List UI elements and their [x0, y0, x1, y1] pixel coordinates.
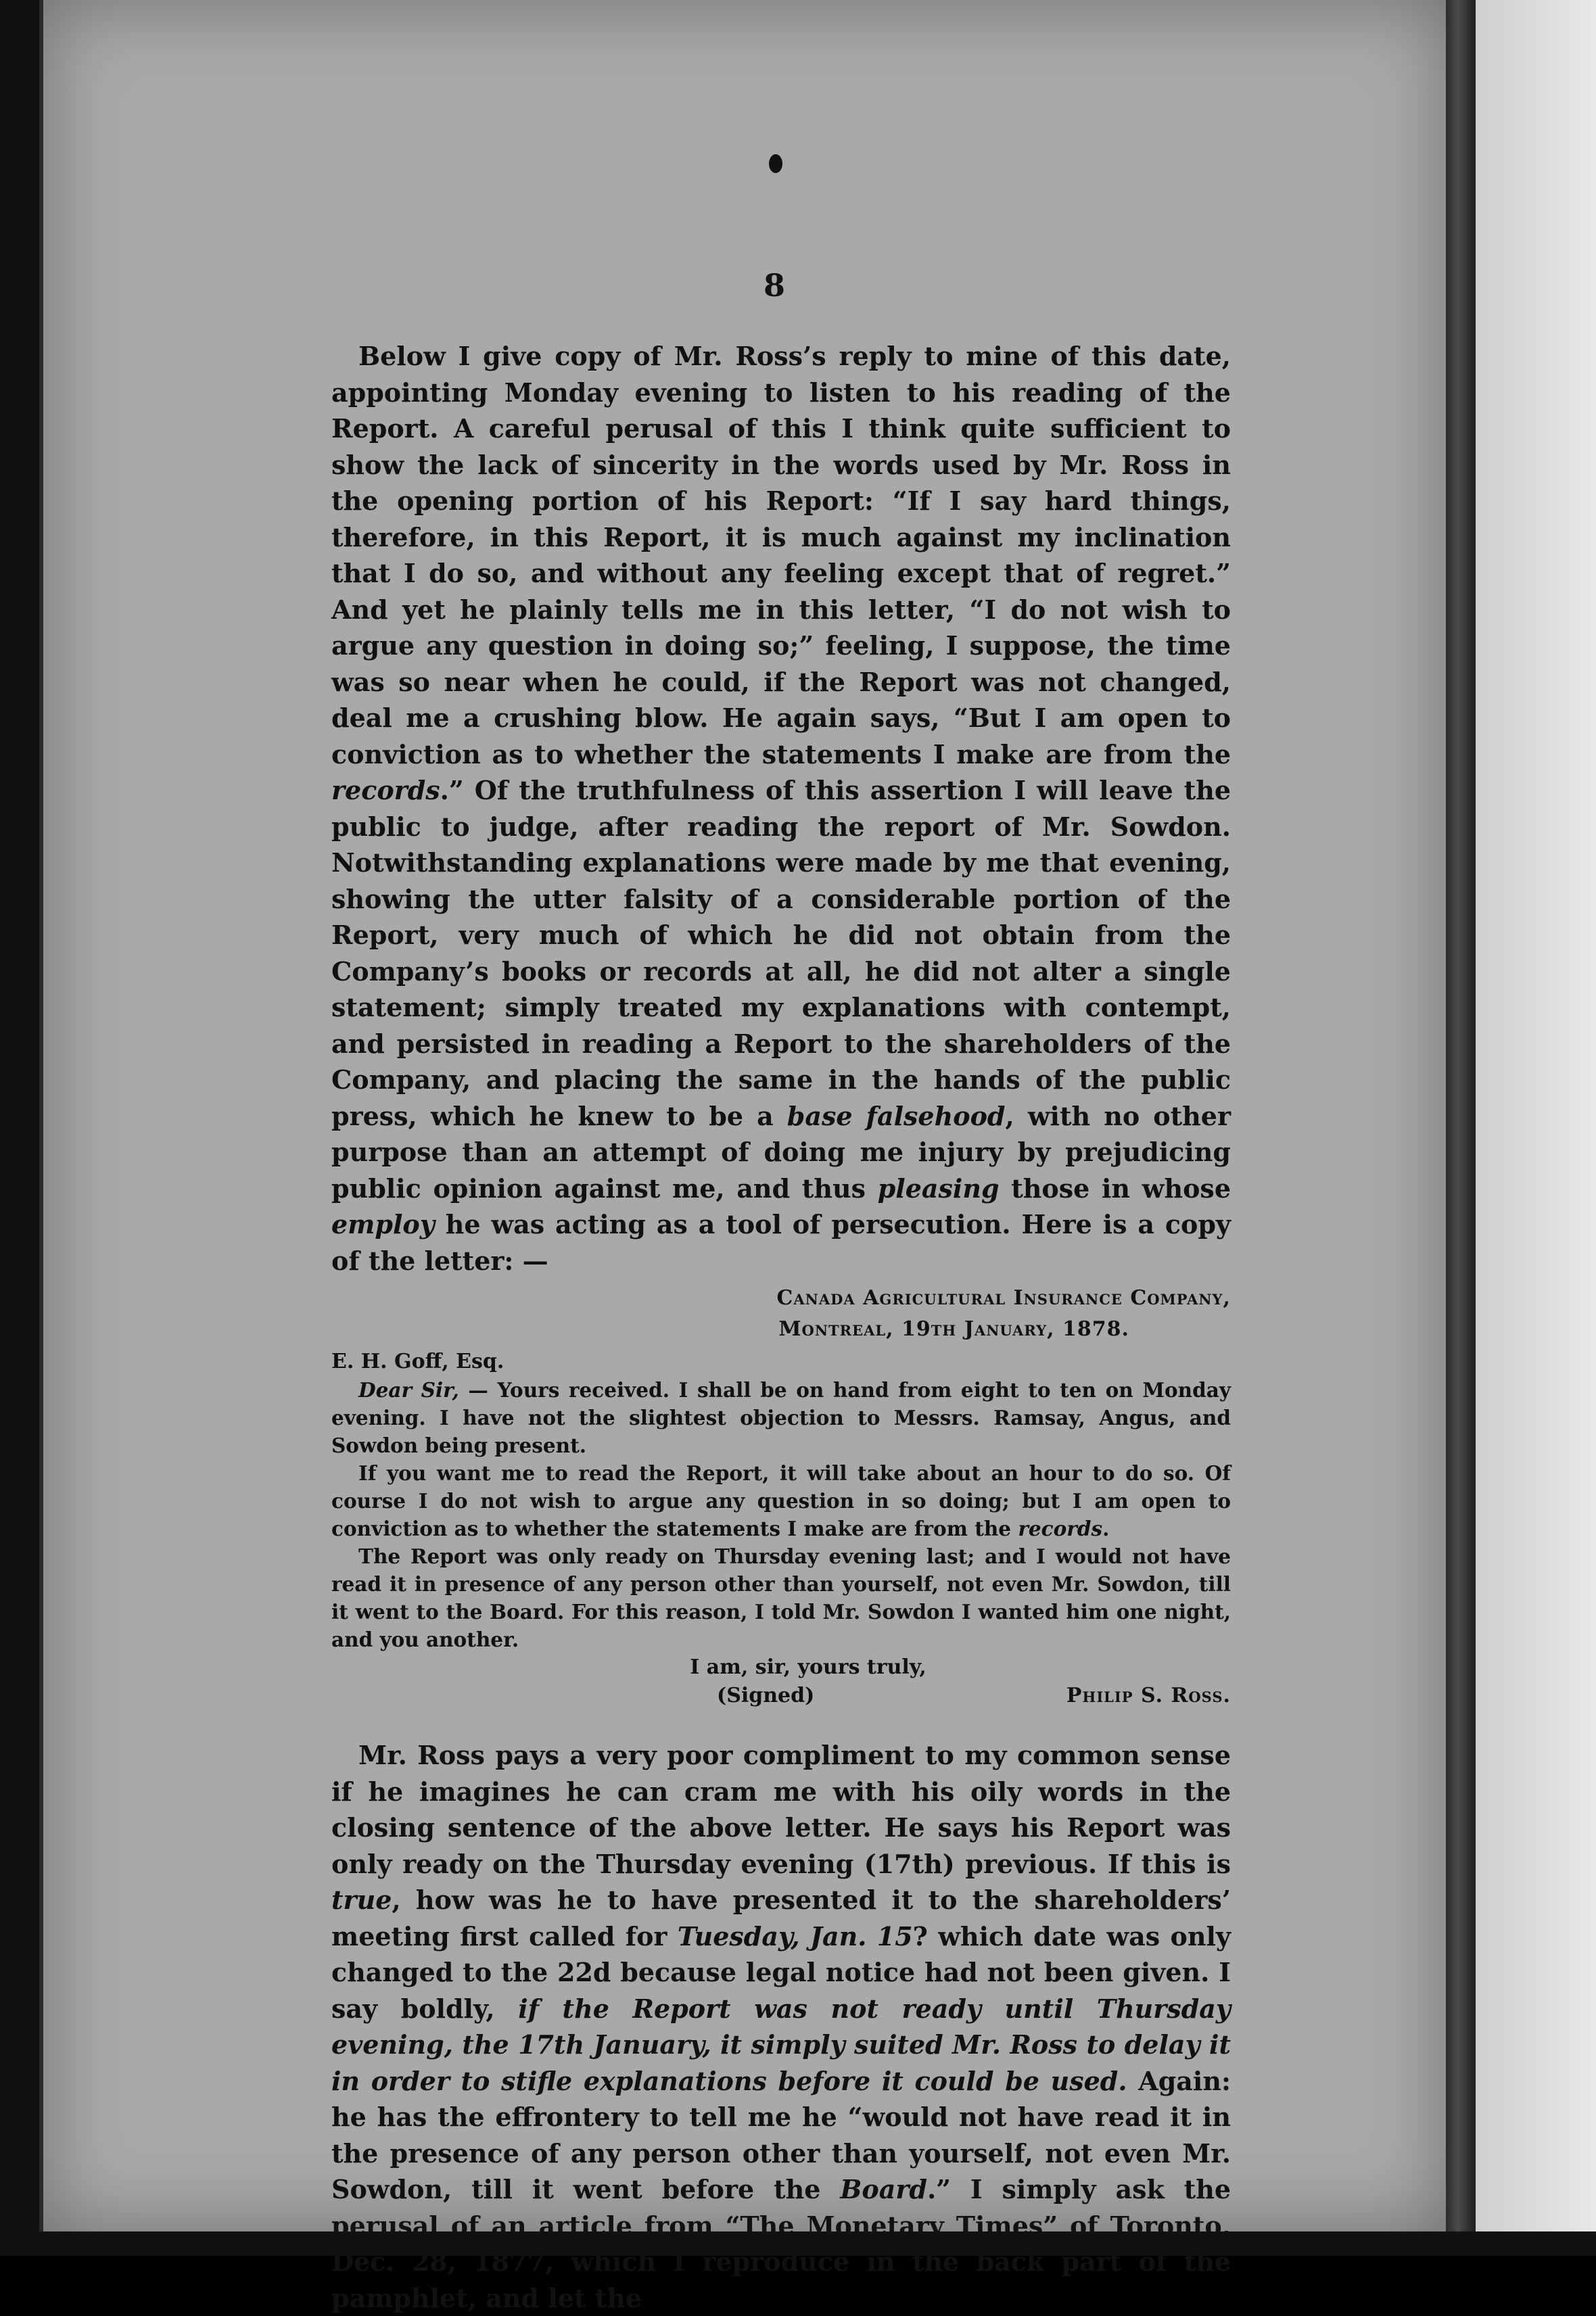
- paragraph-text: Mr. Ross pays a very poor compliment to my common sense if he imagines he can cram me with his oily words in the closing sentence of the above letter. He says his Report was only ready on the Thursday evening (17th) previous. If this is: [331, 1740, 1231, 1879]
- paragraph-intro: [331, 338, 1231, 1279]
- paragraph-text: those in whose: [999, 1173, 1231, 1204]
- letter-text: — Yours received. I shall be on hand from eight to ten on Monday evening. I have not the slightest objection to Messrs. Ramsay, Angus, and Sowdon being present.: [331, 1378, 1231, 1457]
- letter-paragraph: [331, 1376, 1231, 1459]
- letter-addressee: E. H. Goff, Esq.: [331, 1350, 504, 1373]
- emphasis-text: records: [331, 775, 440, 805]
- letter-paragraph: [331, 1542, 1231, 1653]
- letter-paragraph: [331, 1459, 1231, 1542]
- letter-text: If you want me to read the Report, it will take about an hour to do so. Of course I do not wish to argue any question in so doing; but I am open to conviction as to whether the statements I make are from the: [331, 1461, 1231, 1540]
- ink-dot: [769, 154, 782, 173]
- paragraph-text: Again: he has the effrontery to tell me he “would not have read it in the presence of any person other than yourself, not even Mr. Sowdon, till it went before the: [331, 2065, 1231, 2204]
- emphasis-text: Tuesday, Jan. 15: [677, 1920, 913, 1952]
- paragraph-response: [331, 1737, 1231, 2316]
- emphasis-text: employ: [331, 1209, 435, 1239]
- emphasis-text: records: [1018, 1517, 1103, 1540]
- letter-salutation: Dear Sir,: [358, 1378, 459, 1402]
- paragraph-text: .” I simply ask the perusal of an article from “The Monetary Times” of Toronto, Dec. 28, 1877, which I reproduce in the back part of the pamphlet, and let the: [331, 2174, 1231, 2313]
- letter-heading: [331, 1283, 1231, 1345]
- letter-place-date: Montreal, 19th January, 1878.: [778, 1317, 1129, 1341]
- signed-label: (Signed): [717, 1684, 815, 1707]
- signer-name: Philip S. Ross.: [1066, 1684, 1231, 1707]
- emphasis-text: true: [331, 1885, 392, 1915]
- emphasis-text: base falsehood: [787, 1100, 1006, 1131]
- paragraph-text: , how was he to have presented it to the shareholders’ meeting first called for: [331, 1885, 1231, 1952]
- emphasis-text: Board: [840, 2174, 927, 2204]
- paragraph-text: he was acting as a tool of persecution. Here is a copy of the letter: —: [331, 1209, 1231, 1276]
- page-edge: [1476, 0, 1596, 2231]
- letter-company: Canada Agricultural Insurance Company,: [776, 1286, 1231, 1310]
- letter-closing: I am, sir, yours truly,: [690, 1655, 926, 1679]
- page-number: 8: [763, 267, 785, 304]
- emphasis-text: pleasing: [877, 1173, 1000, 1204]
- letter-text: The Report was only ready on Thursday evening last; and I would not have read it in presence of any person other than yourself, not even Mr. Sowdon, till it went to the Board. For this reason, I told Mr. Sowdon I wanted him one night, and you another.: [331, 1544, 1231, 1651]
- paragraph-text: , with no other purpose than an attempt of doing me injury by prejudicing public opinion against me, and thus: [331, 1100, 1231, 1204]
- letter-text: .: [1102, 1517, 1110, 1540]
- emphasis-text: if the Report was not ready until Thursday evening, the 17th January, it simply suited Mr. Ross to delay it in order to stifle explanations before it could be used.: [331, 1993, 1231, 2096]
- page-binding: [1446, 0, 1476, 2231]
- paragraph-text: .” Of the truthfulness of this assertion I will leave the public to judge, after reading the report of Mr. Sowdon. Notwithstanding explanations were made by me that evening, showing the utter falsity of a considerable portion of the Report, very much of which he did not obtain from the Company’s books or records at all, he did not alter a single statement; simply treated my explanations with contempt, and persisted in reading a Report to the shareholders of the Company, and placing the same in the hands of the public press, which he knew to be a: [331, 775, 1231, 1131]
- paragraph-text: Below I give copy of Mr. Ross’s reply to mine of this date, appointing Monday evening to listen to his reading of the Report. A careful perusal of this I think quite sufficient to show the lack of sincerity in the words used by Mr. Ross in the opening portion of his Report: “If I say hard things, therefore, in this Report, it is much against my inclination that I do so, and without any feeling except that of regret.” And yet he plainly tells me in this letter, “I do not wish to argue any question in doing so;” feeling, I suppose, the time was so near when he could, if the Report was not changed, deal me a crushing blow. He again says, “But I am open to conviction as to whether the statements I make are from the: [331, 341, 1231, 770]
- text-column: [331, 338, 1231, 2316]
- letter-signature: [331, 1682, 1231, 1710]
- paragraph-text: ? which date was only changed to the 22d because legal notice had not been given. I say boldly,: [331, 1920, 1231, 2024]
